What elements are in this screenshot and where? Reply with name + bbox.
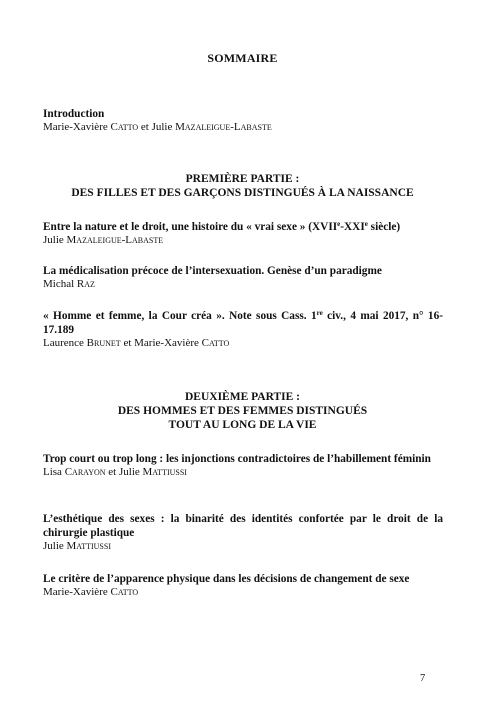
part-heading-1	[0, 172, 485, 200]
author-first-name: Lisa	[43, 466, 65, 478]
entry-authors	[43, 337, 443, 350]
entry-title: Le critère de l’apparence physique dans les décisions de changement de sexe	[43, 573, 410, 585]
entry-title: Introduction	[43, 108, 105, 120]
entry-title: Entre la nature et le droit, une histoire du « vrai sexe » (XVIIe-XXIe siècle)	[43, 220, 401, 233]
author-first-name: Laurence	[43, 337, 87, 349]
author-first-name: Marie-Xavière	[134, 337, 202, 349]
author-last-name: Mattiussi	[142, 466, 187, 478]
author-first-name: Julie	[118, 466, 143, 478]
author-separator: et	[138, 121, 152, 133]
part-title-continued: TOUT AU LONG DE LA VIE	[168, 419, 317, 431]
author-last-name: Raz	[76, 278, 95, 290]
author-last-name: Mazaleigue-Labaste	[66, 234, 164, 246]
author-separator: et	[120, 337, 135, 349]
author-first-name: Marie-Xavière	[43, 586, 111, 598]
toc-entry-introduction[interactable]	[43, 107, 443, 134]
toc-entry[interactable]	[43, 452, 443, 479]
author-first-name: Michal	[43, 278, 77, 290]
part-label: PREMIÈRE PARTIE :	[185, 173, 300, 185]
author-last-name: Carayon	[64, 466, 106, 478]
author-separator: et	[105, 466, 119, 478]
entry-authors	[43, 466, 443, 479]
toc-entry[interactable]	[43, 512, 443, 553]
toc-entry[interactable]	[43, 264, 443, 291]
entry-authors	[43, 234, 443, 247]
author-first-name: Marie-Xavière	[43, 121, 111, 133]
part-title: DES HOMMES ET DES FEMMES DISTINGUÉS	[117, 405, 368, 417]
entry-authors	[43, 586, 443, 599]
entry-title: La médicalisation précoce de l’intersexuation. Genèse d’un paradigme	[43, 265, 382, 277]
part-title: DES FILLES ET DES GARÇONS DISTINGUÉS À LA NAISSANCE	[71, 187, 414, 199]
author-last-name: Catto	[201, 337, 230, 349]
entry-authors	[43, 121, 443, 134]
page-number: 7	[420, 673, 426, 684]
author-last-name: Catto	[110, 121, 139, 133]
entry-authors	[43, 540, 443, 553]
author-last-name: Mattiussi	[66, 540, 111, 552]
author-first-name: Julie	[43, 540, 67, 552]
part-heading-2	[0, 390, 485, 432]
toc-entry[interactable]	[43, 572, 443, 599]
page-title: SOMMAIRE	[207, 51, 278, 65]
toc-entry[interactable]	[43, 220, 443, 247]
entry-title: L’esthétique des sexes : la binarité des identités confortée par le droit de la chirurgie plastique	[43, 513, 443, 539]
author-last-name: Brunet	[86, 337, 121, 349]
entry-title: Trop court ou trop long : les injonctions contradictoires de l’habillement féminin	[43, 453, 431, 465]
part-label: DEUXIÈME PARTIE :	[184, 391, 301, 403]
entry-authors	[43, 278, 443, 291]
author-last-name: Catto	[110, 586, 139, 598]
author-last-name: Mazaleigue-Labaste	[175, 121, 272, 133]
author-first-name: Julie	[43, 234, 67, 246]
entry-title: « Homme et femme, la Cour créa ». Note sous Cass. 1re civ., 4 mai 2017, n° 16-17.189	[43, 309, 443, 336]
author-first-name: Julie	[151, 121, 176, 133]
toc-entry[interactable]	[43, 309, 443, 350]
